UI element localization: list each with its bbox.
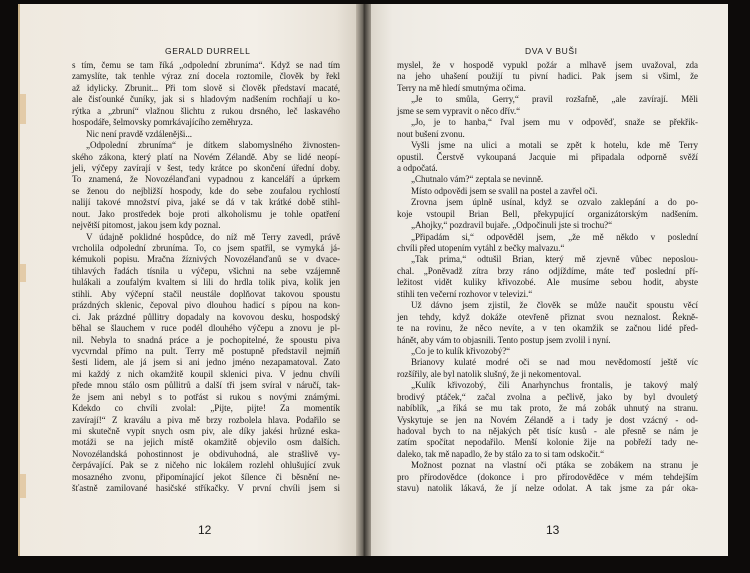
right-page-text [397, 60, 698, 495]
text-line: Vyskytuje se jen na Novém Zélandě a i tady je dost vzácný - od- [397, 414, 698, 425]
text-line: stihli ten večerní rozhovor v televizi.“ [397, 288, 533, 299]
text-line: zatím spočítat nepodařilo. Menší kolonie žije na pobřeží tady ne- [397, 437, 698, 448]
text-line: Brianovy kulaté modré oči se nad mou nevědomostí ještě víc [411, 357, 698, 368]
page-edge-stain [20, 474, 26, 498]
text-line: že jsem ani nebyl s to potřást si rukou s novými známými. [72, 391, 340, 402]
text-line: motáži se na jejich místě okamžitě objevilo osm dalších. [72, 437, 340, 448]
text-line: čerpávající. Pak se z ničeho nic lokálem rozlehl ohlušující zvuk [72, 460, 340, 471]
text-line: jeli, výčepy zavírají v šest, tedy krátce po skončení úřední doby. [72, 162, 340, 173]
text-line: V údajně poklidné hospůdce, do níž mě Terry zavedl, právě [86, 231, 340, 242]
text-line: šesti lidem, ale já jsem si ani jedno jméno nezapamatoval. Zato [72, 357, 340, 368]
text-line: te na rovinu, že něco nevíte, a v ten okamžik se začnou lidé před- [397, 323, 698, 334]
right-page [371, 4, 728, 556]
text-line: opustil. Čerstvě vykoupaná Jacquie mi připadala odporně svěží [397, 151, 698, 162]
text-line: koje vstoupil Brian Bell, překypující organizátorským nadšením. [397, 208, 698, 219]
text-line: „Ahojky,“ pozdravil bujaře. „Odpočinuli jste si trochu?“ [411, 220, 613, 231]
text-line: Kdekdo co chvíli zvolal: „Pijte, pijte! Za momentík [72, 403, 340, 414]
text-line: zavírají!“ Z kraválu a piva mě brzy rozbolela hlava. Podařilo se [72, 414, 340, 425]
text-line: Možnost poznat na vlastní oči ptáka se zobákem na stranu je [411, 460, 698, 471]
text-line: kémukoli popisu. Mračna žíznivých Novozélanďanů se v dvace- [72, 254, 340, 265]
text-line: mi každý z nich okamžitě koupil sklenici piva. V jednu chvíli [72, 368, 340, 379]
text-line: vrcholila odpolední zbruníma. To, co jsem spatřil, se vymyká já- [72, 243, 340, 253]
text-line: tihlavých řadách tísnila u výčepu, všichni na sebe vzájemně [72, 265, 340, 276]
running-head-author: GERALD DURRELL [165, 46, 251, 56]
text-line: hulákali a zoufalým kvaltem si lili do hrdla tolik piva, kolik jen [72, 277, 340, 288]
left-page-text [72, 60, 340, 495]
text-line: jen tehdy, když dokáže otevřeně přiznat svou neznalost. Řekně- [397, 311, 698, 322]
text-line: nabíblík, „a říká se mu tak proto, že má zobák uhnutý na stranu. [397, 403, 698, 414]
text-line: „Odpolední zbruníma“ je dítkem slabomyslného živnosten- [86, 140, 340, 151]
text-line: se ženou do nejbližší hospody, kde do sebe zoufalou rychlostí [72, 185, 340, 196]
text-line: Zrovna jsem úplně usínal, když se ozvalo zaklepání a do po- [411, 197, 698, 208]
text-line: ale čisťounké čuníky, jak si s hladovým nadšením rochňají u ko- [72, 94, 340, 105]
text-line: běhal se šlauchem v ruce podél dlouhého výčepu a znovu je pl- [72, 323, 340, 334]
text-line: chvíli před utopením vytáhl z bečky malvazu.“ [397, 243, 565, 253]
text-line: ského zákona, který platí na Novém Zélandě. Aby se lidé neopí- [72, 151, 340, 162]
text-line: nil. Nebyla to snadná práce a je pochopitelné, že spoustu piva [72, 334, 340, 345]
text-line: zamyslíte, tak tenhle výraz zní docela roztomile, člověk by řekl [72, 71, 340, 82]
text-line: pro přírodovědce (dokonce i pro přírodověděce v mém tehdejším [397, 471, 698, 482]
text-line: největší pitomost, jakou jsem kdy poznal. [72, 220, 221, 231]
text-line: ležitost vidět kuliky křivozobé. Ale musíme sebou hodit, abyste [397, 277, 698, 288]
left-page [18, 4, 356, 556]
text-line: daleko, tak mě napadlo, že by stálo za to si tam odskočit.“ [397, 448, 605, 459]
text-line: nout. Jako prostředek boje proti alkoholismu je tohle opatření [72, 208, 340, 219]
text-line: na jeho uhašení použijí tu pivní hadici. Pak jsem si všiml, že [397, 71, 698, 82]
text-line: ci. Jak prázdné půllitry dopadaly na kovovou desku, hospodský [72, 311, 340, 322]
text-line: a odpočatá. [397, 162, 438, 173]
text-line: chal. „Poněvadž zítra brzy ráno odjíždíme, máte teď poslední pří- [397, 265, 698, 276]
text-line: až idylicky. Zbrunit... Při tom slově si člověk představí macaté, [72, 82, 340, 93]
text-line: „Je to smůla, Gerry,“ pravil rozšafně, „ale zavírají. Měli [411, 94, 698, 105]
text-line: rýtka a „zbruní“ vlažnou šlichtu z rukou drsného, leč laskavého [72, 105, 340, 116]
text-line: „Co je to kulík křivozobý?“ [411, 345, 511, 356]
text-line: hadoval bych to na nějakých pět tisíc kusů - ale přesně se nám je [397, 426, 698, 436]
text-line: Místo odpovědi jsem se svalil na postel a zavřel oči. [411, 185, 598, 196]
running-head-title: DVA V BUŠI [525, 46, 578, 56]
text-line: nalijí takové množství piva, jaké se dá v tak krátké době stihl- [72, 197, 340, 208]
text-line: „Chutnalo vám?“ zeptala se nevinně. [411, 174, 544, 185]
text-line: Už dávno jsem zjistil, že člověk se může naučit spoustu věcí [411, 300, 698, 311]
text-line: rozšířily, ale byl natolik slušný, že ji nekomentoval. [397, 368, 582, 379]
page-number: 13 [546, 523, 560, 537]
text-line: hospodáře, šelmovsky pomrkávajícího zeměhryza. [72, 117, 253, 128]
text-line: šťastně zamilované hasičské stříkačky. V první chvíli jsem si [72, 483, 340, 494]
text-line: Vyšli jsme na ulici a motali se zpět k hotelu, kde mě Terry [411, 140, 698, 151]
text-line: stihli. Aby výčepní stačil neustále doplňovat takovou spoustu [72, 288, 340, 299]
book-gutter [356, 4, 371, 556]
page-edge-stain [20, 94, 26, 124]
page-edge-stain [20, 264, 26, 282]
text-line: mi skutečně vypít snych osm piv, ale díky jakési hrůzné eska- [72, 426, 340, 436]
text-line: „Kulík křivozobý, čili Anarhynchus frontalis, je takový malý [411, 380, 698, 391]
text-line: s tím, čemu se tam říká „odpolední zbruníma“. Když se nad tím [72, 60, 340, 70]
text-line: hánět, aby vám to objasnili. Tento postup jsem zvolil i nyní. [397, 334, 611, 345]
text-line: myslel, že v hospodě vypukl požár a mlhavě jsem uvažoval, zda [397, 60, 698, 70]
text-line: To znamená, že Novozélanďani vypadnou z kanceláří a úprkem [72, 174, 340, 185]
text-line: prázdných sklenic, čepoval pivo dlouhou hadicí s pípou na kon- [72, 300, 340, 311]
text-line: „Jo, je to hanba,“ řval jsem mu v odpověď, snaže se překřik- [411, 117, 698, 128]
text-line: Nic není pravdě vzdálenějši... [86, 128, 193, 139]
text-line: přede mnou stálo osm půllitrů a další tři jsem svíral v náručí, tak- [72, 380, 340, 391]
text-line: „Tak prima,“ odtušil Brian, který mě zjevně vůbec neposlou- [411, 254, 698, 265]
text-line: Novozélandská pohostinnost je obdivuhodná, ale strašlivě vy- [72, 448, 340, 459]
text-line: mosazného zvonu, připomínající jekot šílence či běsnění ne- [72, 471, 340, 482]
text-line: brodivý ptáček,“ začal zvolna a pečlivě, jako by byl dvouletý [397, 391, 698, 402]
text-line: nout bušení zvonu. [397, 128, 465, 139]
text-line: „Připadám si,“ odpověděl jsem, „že mě někdo v poslední [411, 231, 698, 242]
text-line: Terry na mě hledí smutnýma očima. [397, 82, 526, 93]
text-line: vycvrndal přímo na pult. Terry mě postupně představil nejmíň [72, 345, 340, 356]
text-line: stavu) natolik lákavá, že jí nelze odolat. A tak jsme za pár oka- [397, 483, 698, 494]
page-number: 12 [198, 523, 212, 537]
text-line: jsme se sem vypravit o něco dřív.“ [397, 105, 521, 116]
